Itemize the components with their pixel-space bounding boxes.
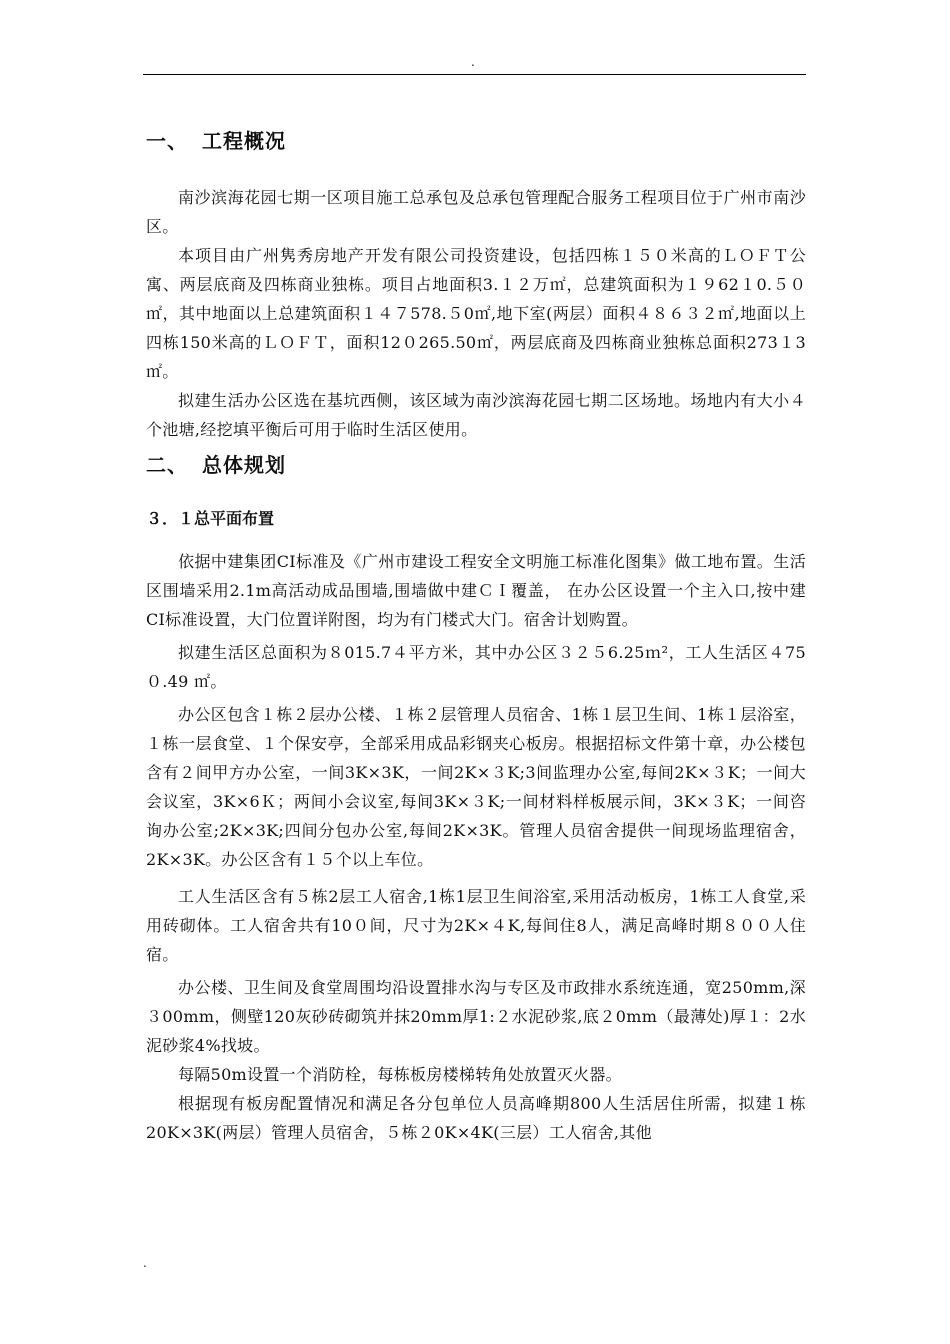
section-title: 总体规划	[202, 453, 286, 477]
paragraph: 办公区包含１栋２层办公楼、１栋２层管理人员宿舍、1栋１层卫生间、1栋１层浴室， １栋一层食堂、１个保安亭，全部采用成品彩钢夹心板房。根据招标文件第十章，办公楼包含有２间甲方办公室，一间3K×3K，一间2K×３K;3间监理办公室,每间2K×３K；一间大会议室，3K×6Ｋ；两间小会议室,每间3K×３K;一间材料样板展示间，3K×３K；一间咨询办公室;2K×3K;四间分包办公室,每间2K×3K。管理人员宿舍提供一间现场监理宿舍，2K×3K。办公区含有１５个以上车位。	[146, 705, 806, 869]
section-heading-1	[146, 126, 806, 156]
header-rule	[143, 74, 806, 75]
header-mark: .	[471, 55, 475, 69]
subsection-heading: ３．１总平面布置	[146, 509, 275, 528]
paragraph: 办公楼、卫生间及食堂周围均沿设置排水沟与专区及市政排水系统连通，宽250mm,深３00mm，侧壁120灰砂砖砌筑并抹20mm厚1:２水泥砂浆,底２0mm（最薄处)厚１：2水泥砂浆4%找坡。	[146, 978, 806, 1055]
paragraph: 南沙滨海花园七期一区项目施工总承包及总承包管理配合服务工程项目位于广州市南沙区。	[146, 188, 806, 236]
footer-mark: .	[143, 1256, 147, 1270]
section-number: 二、	[146, 453, 188, 477]
paragraph: 每隔50m设置一个消防栓，每栋板房楼梯转角处放置灭火器。	[178, 1065, 622, 1084]
paragraph: 根据现有板房配置情况和满足各分包单位人员高峰期800人生活居住所需，拟建１栋20K×3K(两层）管理人员宿舍，５栋２0K×4K(三层）工人宿舍,其他	[146, 1094, 806, 1142]
section-heading-2	[146, 450, 806, 480]
paragraph: 工人生活区含有５栋2层工人宿舍,1栋1层卫生间浴室,采用活动板房，1栋工人食堂,采用砖砌体。工人宿舍共有10０间，尺寸为2K×４K,每间住8人，满足高峰时期８００人住宿。	[146, 887, 806, 964]
paragraph: 依据中建集团CI标准及《广州市建设工程安全文明施工标准化图集》做工地布置。生活区围墙采用2.1m高活动成品围墙,围墙做中建ＣＩ覆盖， 在办公区设置一个主入口,按中建CI标准设置，大门位置详附图，均为有门楼式大门。宿舍计划购置。	[146, 552, 806, 629]
paragraph: 拟建生活办公区选在基坑西侧，该区域为南沙滨海花园七期二区场地。场地内有大小４个池塘,经挖填平衡后可用于临时生活区使用。	[146, 391, 806, 439]
document-body	[146, 126, 806, 1147]
section-title: 工程概况	[202, 129, 286, 153]
paragraph: 拟建生活区总面积为８015.7４平方米，其中办公区３２５6.25ｍ²，工人生活区４75０.49 ㎡。	[146, 643, 806, 691]
section-number: 一、	[146, 129, 188, 153]
paragraph: 本项目由广州隽秀房地产开发有限公司投资建设，包括四栋１５０米高的ＬＯＦＴ公寓、两层底商及四栋商业独栋。项目占地面积3.１２万㎡，总建筑面积为１９62１0.５０㎡，其中地面以上总建筑面积１４７578.５0㎡,地下室(两层）面积４８６３２㎡,地面以上四栋150米高的ＬＯＦＴ，面积12０265.50㎡，两层底商及四栋商业独栋总面积273１3㎡。	[146, 246, 806, 381]
